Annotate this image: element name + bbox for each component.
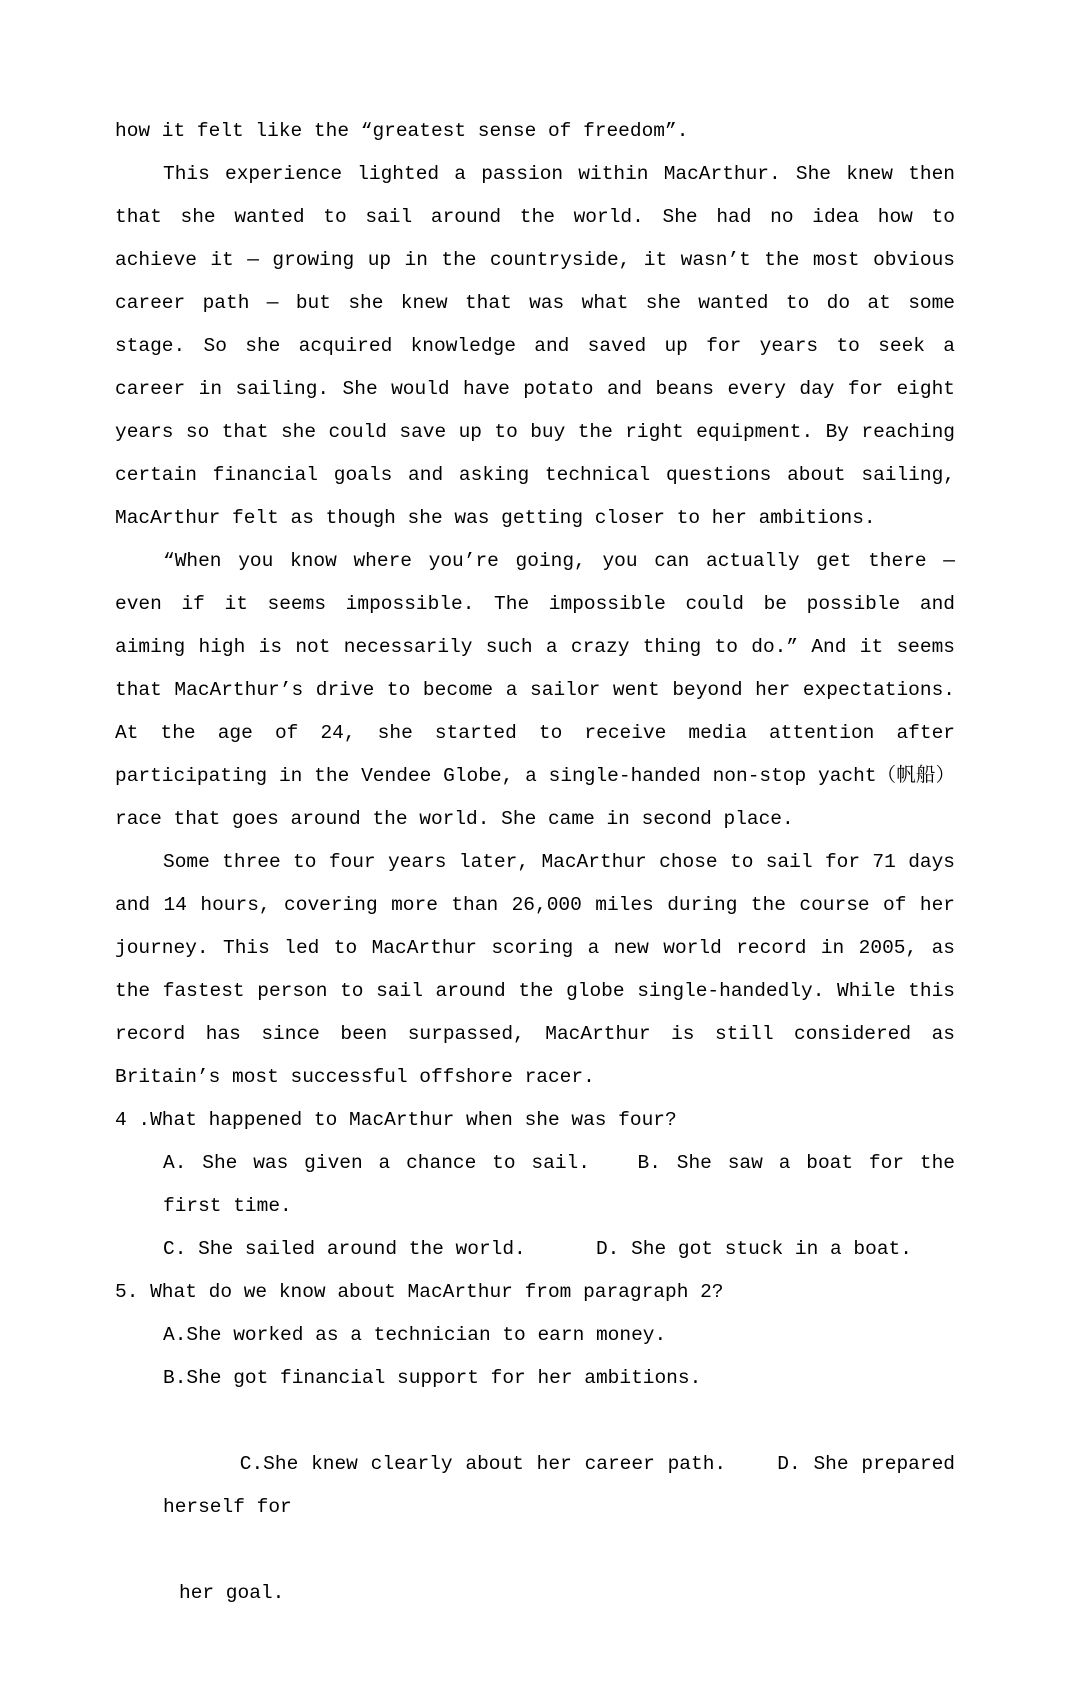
- paragraph-record: Some three to four years later, MacArthur chose to sail for 71 days and 14 hours, covering more than 26,000 miles during the course of her journey. This led to MacArthur scoring a new world record in 2005, as the fastest person to sail around the globe single-handedly. While this record has since been surpassed, MacArthur is still considered as Britain’s most successful offshore racer.: [115, 851, 967, 1088]
- paragraph-top-fragment: how it felt like the “greatest sense of freedom”.: [115, 120, 689, 142]
- document-body: [115, 110, 967, 1701]
- question-5-option-cd-main: C.She knew clearly about her career path. D. She prepared herself for: [163, 1453, 967, 1518]
- question-5-option-b[interactable]: B.She got financial support for her ambitions.: [163, 1367, 702, 1389]
- paragraph-quote: “When you know where you’re going, you can actually get there — even if it seems impossible. The impossible could be possible and aiming high is not necessarily such a crazy thing to do.” And it seems that MacArthur’s drive to become a sailor went beyond her expectations. At the age of 24, she started to receive media attention after participating in the Vendee Globe, a single-handed non-stop yacht（帆船）race that goes around the world. She came in second place.: [115, 550, 967, 830]
- question-5-option-cd[interactable]: [115, 1400, 967, 1701]
- question-4-options-row-2[interactable]: C. She sailed around the world. D. She got stuck in a boat.: [163, 1238, 912, 1260]
- question-4-stem: 4 .What happened to MacArthur when she was four?: [115, 1109, 677, 1131]
- paragraph-passion: This experience lighted a passion within MacArthur. She knew then that she wanted to sail around the world. She had no idea how to achieve it — growing up in the countryside, it wasn’t the most obvious career path — but she knew that was what she wanted to do at some stage. So she acquired knowledge and saved up for years to seek a career in sailing. She would have potato and beans every day for eight years so that she could save up to buy the right equipment. By reaching certain financial goals and asking technical questions about sailing, MacArthur felt as though she was getting closer to her ambitions.: [115, 163, 967, 529]
- question-5-option-cd-continuation: her goal.: [179, 1582, 285, 1604]
- question-5-option-a[interactable]: A.She worked as a technician to earn money.: [163, 1324, 667, 1346]
- question-4-options-row-1[interactable]: A. She was given a chance to sail. B. She saw a boat for the first time.: [163, 1152, 967, 1217]
- question-5-stem: 5. What do we know about MacArthur from paragraph 2?: [115, 1281, 724, 1303]
